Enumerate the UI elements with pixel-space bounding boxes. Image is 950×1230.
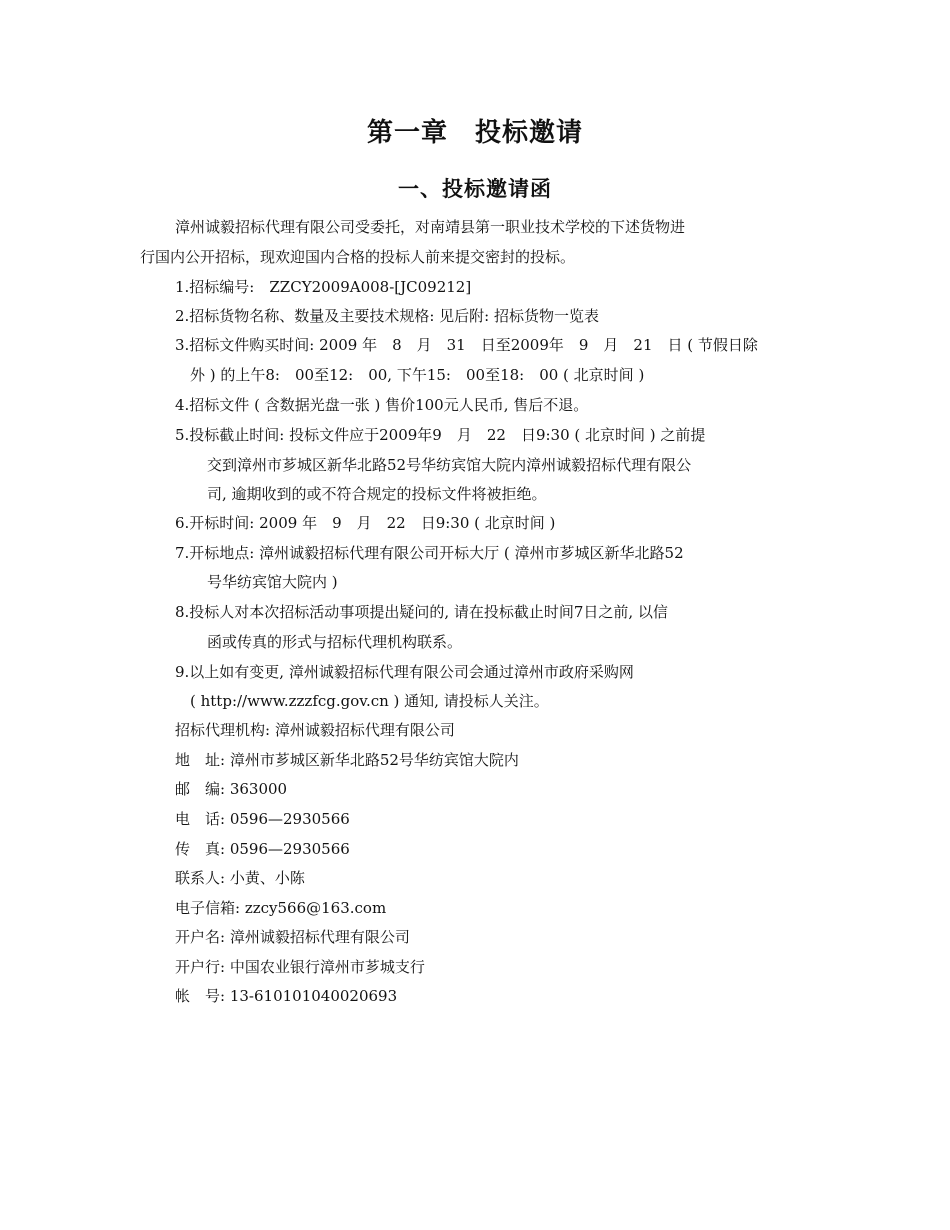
- item-8-questions-cont: 函或传真的形式与招标代理机构联系。: [207, 633, 463, 651]
- item-5-deadline-cont-1: 交到漳州市芗城区新华北路52号华纺宾馆大院内漳州诚毅招标代理有限公: [207, 456, 692, 474]
- item-3-purchase-time: 3.招标文件购买时间: 2009 年 8 月 31 日至2009年 9 月 21 日 ( 节假日除: [175, 336, 758, 354]
- account-name-line: 开户名: 漳州诚毅招标代理有限公司: [175, 928, 410, 946]
- address-line: 地 址: 漳州市芗城区新华北路52号华纺宾馆大院内: [175, 751, 519, 769]
- item-5-deadline: 5.投标截止时间: 投标文件应于2009年9 月 22 日9:30 ( 北京时间 ) 之前提: [175, 426, 706, 444]
- account-number-line: 帐 号: 13-610101040020693: [175, 987, 398, 1005]
- agency-line: 招标代理机构: 漳州诚毅招标代理有限公司: [175, 721, 455, 739]
- phone-line: 电 话: 0596—2930566: [175, 810, 350, 828]
- postcode-line: 邮 编: 363000: [175, 780, 288, 798]
- item-7-opening-place: 7.开标地点: 漳州诚毅招标代理有限公司开标大厅 ( 漳州市芗城区新华北路52: [175, 544, 684, 562]
- intro-line-2: 行国内公开招标，现欢迎国内合格的投标人前来提交密封的投标。: [140, 248, 576, 266]
- item-1-tender-number: 1.招标编号: ZZCY2009A008-[JC09212]: [175, 278, 472, 296]
- email-line: 电子信箱: zzcy566@163.com: [175, 899, 387, 917]
- item-9-changes-cont: ( http://www.zzzfcg.gov.cn ) 通知, 请投标人关注。: [190, 692, 549, 710]
- section-title: 一、投标邀请函: [398, 177, 552, 201]
- bank-line: 开户行: 中国农业银行漳州市芗城支行: [175, 958, 425, 976]
- item-6-opening-time: 6.开标时间: 2009 年 9 月 22 日9:30 ( 北京时间 ): [175, 514, 556, 532]
- chapter-title: 第一章 投标邀请: [366, 118, 583, 148]
- contact-person-line: 联系人: 小黄、小陈: [175, 869, 305, 887]
- item-3-purchase-time-cont: 外 ) 的上午8: 00至12: 00, 下午15: 00至18: 00 ( 北京时间 ): [190, 366, 645, 384]
- item-7-opening-place-cont: 号华纺宾馆大院内 ): [207, 573, 338, 591]
- item-4-document-price: 4.招标文件 ( 含数据光盘一张 ) 售价100元人民币, 售后不退。: [175, 396, 589, 414]
- intro-line-1: 漳州诚毅招标代理有限公司受委托，对南靖县第一职业技术学校的下述货物进: [175, 218, 686, 236]
- item-8-questions: 8.投标人对本次招标活动事项提出疑问的, 请在投标截止时间7日之前, 以信: [175, 603, 668, 621]
- item-2-goods-spec: 2.招标货物名称、数量及主要技术规格: 见后附: 招标货物一览表: [175, 307, 599, 325]
- item-9-changes: 9.以上如有变更, 漳州诚毅招标代理有限公司会通过漳州市政府采购网: [175, 663, 634, 681]
- item-5-deadline-cont-2: 司, 逾期收到的或不符合规定的投标文件将被拒绝。: [207, 485, 547, 503]
- fax-line: 传 真: 0596—2930566: [175, 840, 350, 858]
